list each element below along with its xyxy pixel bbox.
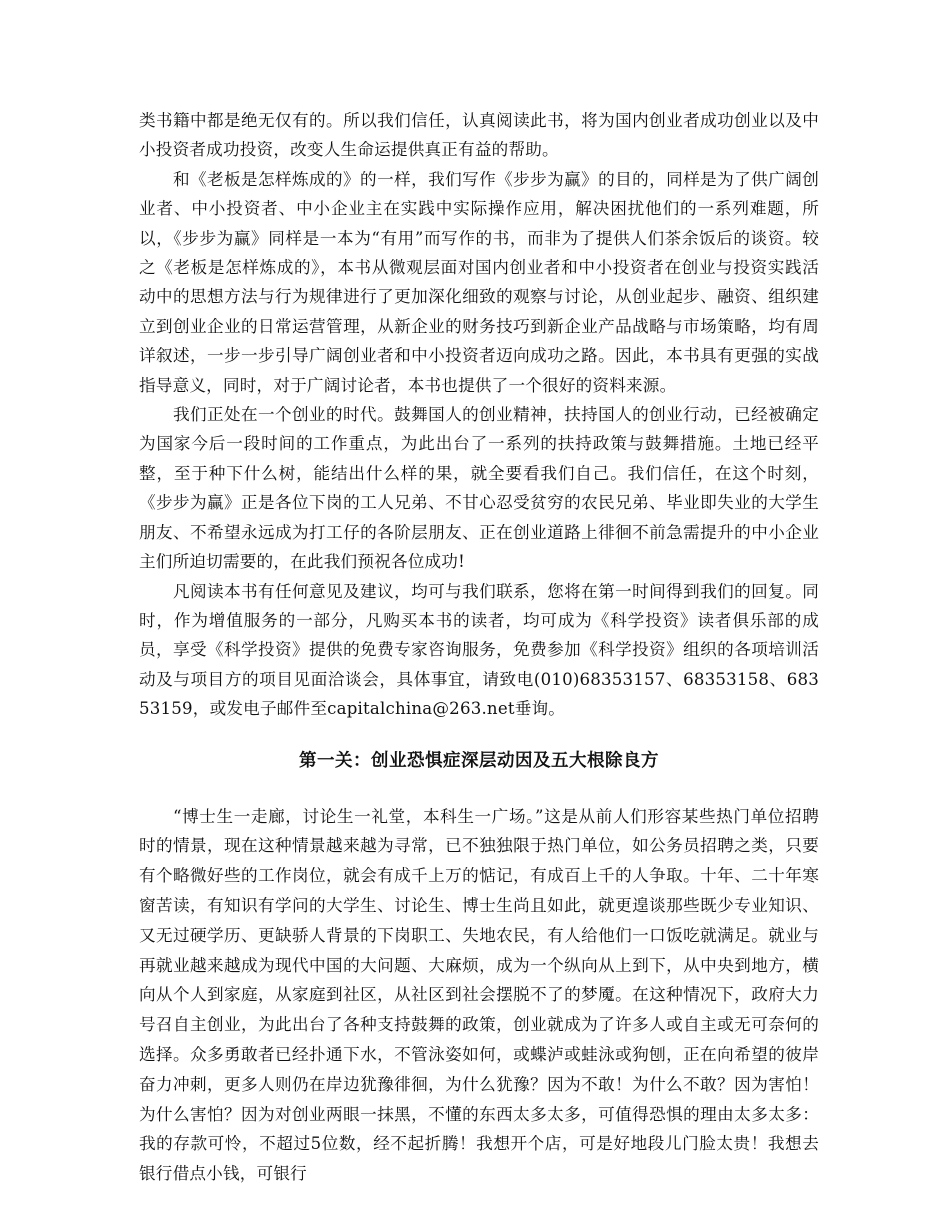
body-paragraph: “博士生一走廊，讨论生一礼堂，本科生一广场。”这是从前人们形容某些热门单位招聘时的情景，现在这种情景越来越为寻常，已不独独限于热门单位，如公务员招聘之类，只要有个略微好些的工作岗位，就会有成千上万的惦记，有成百上千的人争取。十年、二十年寒窗苦读，有知识有学问的大学生、讨论生、博士生尚且如此，就更遑谈那些既少专业知识、又无过硬学历、更缺骄人背景的下岗职工、失地农民，有人给他们一口饭吃就满足。就业与再就业越来越成为现代中国的大问题、大麻烦，成为一个纵向从上到下，从中央到地方，横向从个人到家庭，从家庭到社区，从社区到社会摆脱不了的梦魇。在这种情况下，政府大力号召自主创业，为此出台了各种支持鼓舞的政策，创业就成为了许多人或自主或无可奈何的选择。众多勇敢者已经扑通下水，不管泳姿如何，或蝶泸或蛙泳或狗刨，正在向希望的彼岸奋力冲刺，更多人则仍在岸边犹豫徘徊，为什么犹豫？因为不敢！为什么不敢？因为害怕！为什么害怕？因为对创业两眼一抹黑，不懂的东西太多太多，可值得恐惧的理由太多太多：我的存款可怜，不超过5位数，经不起折腾！我想开个店，可是好地段儿门脸太贵！我想去银行借点小钱，可银行 [139,806,819,1184]
body-paragraph: 我们正处在一个创业的时代。鼓舞国人的创业精神，扶持国人的创业行动，已经被确定为国家今后一段时间的工作重点，为此出台了一系列的扶持政策与鼓舞措施。土地已经平整，至于种下什么树，能结出什么样的果，就全要看我们自己。我们信任，在这个时刻，《步步为赢》正是各位下岗的工人兄弟、不甘心忍受贫穷的农民兄弟、毕业即失业的大学生朋友、不希望永远成为打工仔的各阶层朋友、正在创业道路上徘徊不前急需提升的中小企业主们所迫切需要的，在此我们预祝各位成功! [139,405,819,572]
document-page [139,106,819,1189]
preface-section [139,106,819,724]
body-paragraph: 和《老板是怎样炼成的》的一样，我们写作《步步为赢》的目的，同样是为了供广阔创业者、中小投资者、中小企业主在实践中实际操作应用，解决困扰他们的一系列难题，所以，《步步为赢》同样是一本为“有用”而写作的书，而非为了提供人们茶余饭后的谈资。较之《老板是怎样炼成的》，本书从微观层面对国内创业者和中小投资者在创业与投资实践活动中的思想方法与行为规律进行了更加深化细致的观察与讨论，从创业起步、融资、组织建立到创业企业的日常运营管理，从新企业的财务技巧到新企业产品战略与市场策略，均有周详叙述，一步一步引导广阔创业者和中小投资者迈向成功之路。因此，本书具有更强的实战指导意义，同时，对于广阔讨论者，本书也提供了一个很好的资料来源。 [139,169,819,395]
body-paragraph: 凡阅读本书有任何意见及建议，均可与我们联系，您将在第一时间得到我们的回复。同时，作为增值服务的一部分，凡购买本书的读者，均可成为《科学投资》读者俱乐部的成员，享受《科学投资》提供的免费专家咨询服务，免费参加《科学投资》组织的各项培训活动及与项目方的项目见面洽谈会，具体事宜，请致电(010)68353157、68353158、68353159，或发电子邮件至capitalchina@263.net垂询。 [139,581,819,719]
chapter-section [139,802,819,1189]
chapter-heading: 第一关：创业恐惧症深层动因及五大根除良方 [299,750,659,771]
body-paragraph: 类书籍中都是绝无仅有的。所以我们信任，认真阅读此书，将为国内创业者成功创业以及中小投资者成功投资，改变人生命运提供真正有益的帮助。 [139,111,819,160]
